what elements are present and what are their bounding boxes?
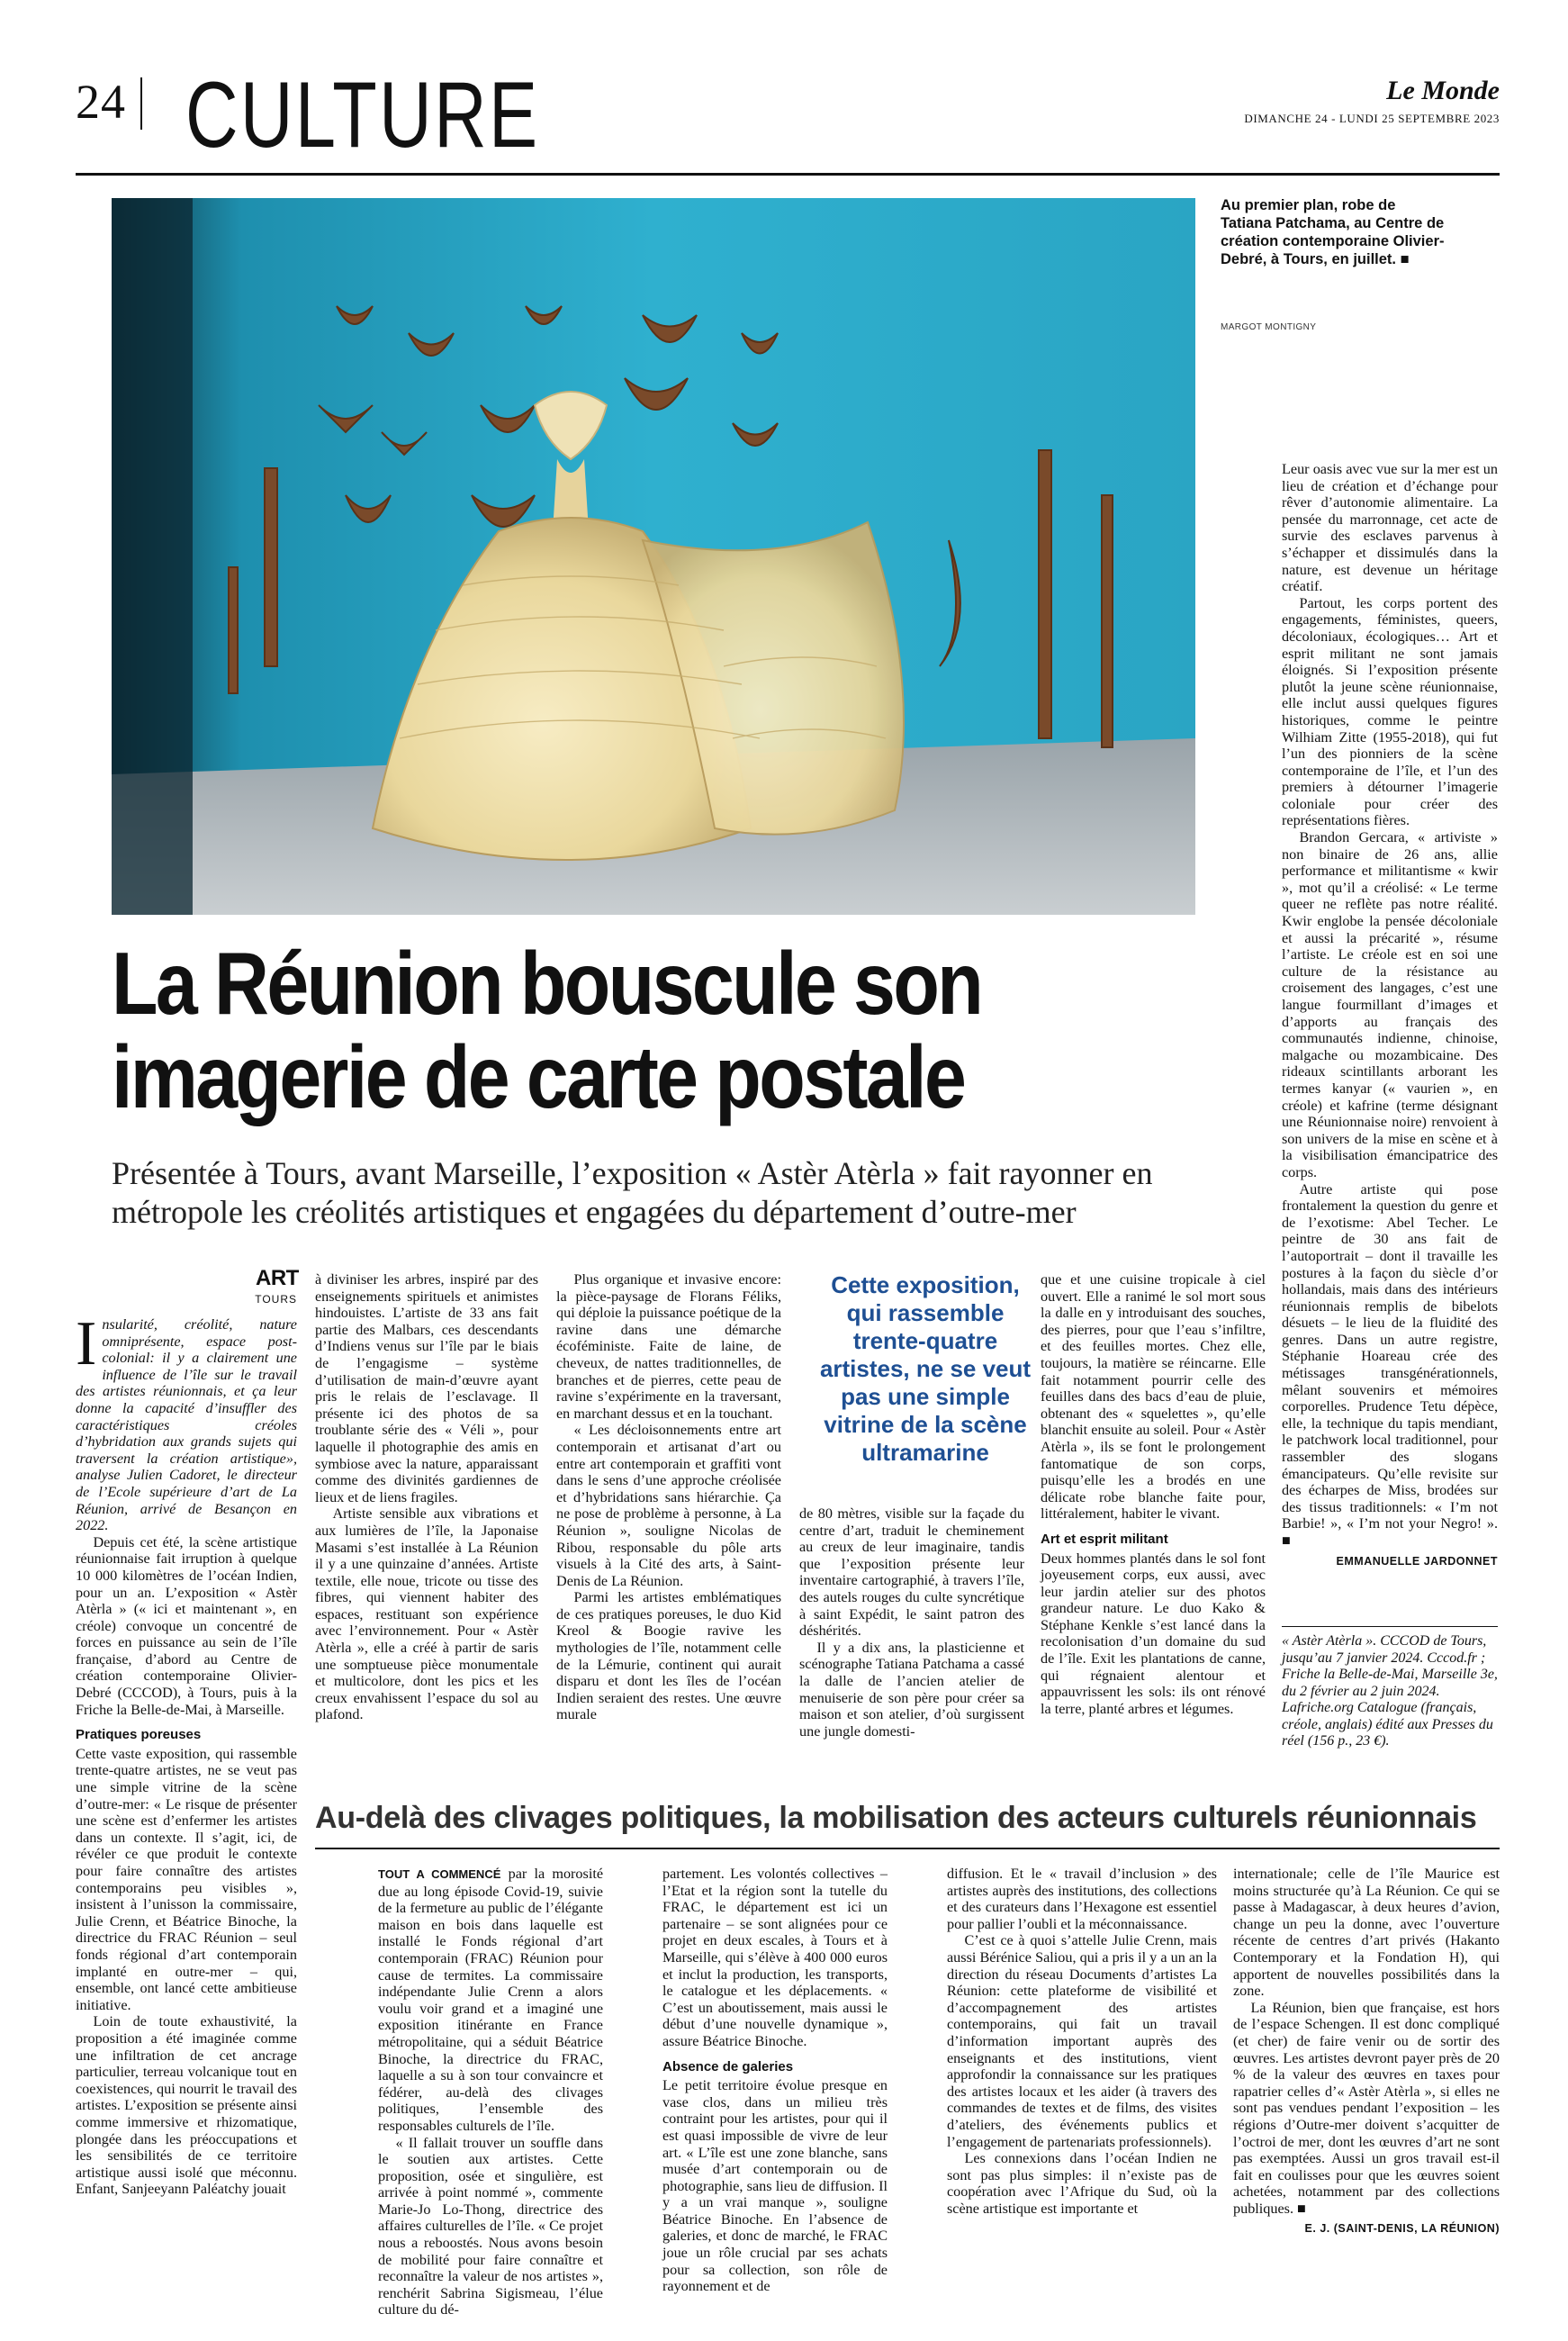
lead-paragraph: [76, 1309, 297, 1534]
sidebar-text: par la morosité due au long épisode Covid-19, suivie de la fermeture au public de l’élégante maison en bois dans laquelle est installé le Fonds régional d’art contemporain (FRAC) Réunion pour cause de termites. La commissaire indépendante Julie Crenn a alors voulu voir grand et a imaginé une exposition itinérante en France métropolitaine, qui a séduit Béatrice Binoche, la directrice du FRAC, laquelle a su à son tour convaincre et fédérer, au-delà des clivages politiques, l’ensemble des responsables culturels de l’île.: [378, 1866, 603, 2134]
paragraph: Le petit territoire évolue presque en vase clos, dans un milieu très contraint pour les artistes, pour qui il est quasi impossible de vivre de leur art. « L’île est une zone blanche, sans musée d’art contemporain ou de photographie, sans lieu de diffusion. Il y a un vrai manque », souligne Béatrice Binoche. En l’absence de galeries, et donc de marché, le FRAC joue un rôle crucial par ses achats pour sa collection, son rôle de rayonnement et de: [662, 2077, 888, 2295]
paragraph: Plus organique et invasive encore: la pièce-paysage de Florans Féliks, qui déploie la puissance poétique de la ravine dans une démarche écoféministe. Faite de laine, de cheveux, de nattes traditionnelles, de branches et de pierres, cette peau de ravine s’expérimente en la traversant, en marchant dessus et en la touchant.: [556, 1271, 781, 1422]
sidebar-column-3: [947, 1866, 1217, 2217]
paragraph: [378, 1866, 603, 2135]
pull-quote: Cette exposition, qui rassemble trente-quatre artistes, ne se veut pas une simple vitrine de la scène ultramarine: [819, 1271, 1032, 1466]
article-column-6: [1282, 461, 1498, 1569]
paragraph: Depuis cet été, la scène artistique réunionnaise fait irruption à quelque 10 000 kilomètres de l’océan Indien, pour un an. L’exposition « Astèr Atèrla » (« ici et maintenant », en créole) convoque un concentré de forces en puissance au sein de l’île française, d’abord au Centre de création contemporaine Olivier-Debré (CCCOD), à Tours, puis à la Friche la Belle-de-Mai, à Marseille.: [76, 1533, 297, 1718]
paragraph: Brandon Gercara, « artiviste » non binaire de 26 ans, allie performance et militantisme « kwir », mot qu’il a créolisé: « Le terme queer ne reflète pas notre réalité. Kwir englobe la pensée décoloniale et aussi la précarité », résume l’artiste. Le créole est en soi une culture de la résistance au croisement des langages, c’est une langue fourmillant d’images et d’apports au français des communautés indienne, chinoise, malgache ou mozambicaine. Des rideaux scintillants arborant les termes kanyar (« vaurien », en créole) et kafrine (terme désignant une Réunionnaise noire) renvoient à son univers de la mise en scène et à la visibilisation émancipatrice des corps.: [1282, 829, 1498, 1180]
headline: La Réunion bouscule son imagerie de carte postale: [112, 934, 982, 1126]
standfirst: Présentée à Tours, avant Marseille, l’exposition « Astèr Atèrla » fait rayonner en métropole les créolités artistiques et engagées du département d’outre-mer: [112, 1155, 1153, 1230]
paragraph: Autre artiste qui pose frontalement la question du genre et de l’exotisme: Abel Techer. Le peintre de 30 ans fait de l’autoportrait – dont il travaille les postures à la façon du siècle d’or hollandais, mais dans des intérieurs réunionnais remplis de bibelots désuets – le lieu de la fluidité des genres. Dans un autre registre, Stéphanie Hoareau crée des métissages transgénérationnels, mêlant souvenirs et mémoires corporelles. Prudence Tetu dépèce, elle, la technique du tapis mendiant, le patchwork local traditionnel, pour rassembler des slogans émancipateurs. Qu’elle revisite sur des écharpes de Miss, brodées sur des tissus traditionnels: « I’m not Barbie! », « I’m not your Negro! ». ■: [1282, 1180, 1498, 1549]
article-column-3: [556, 1271, 781, 1723]
paragraph: « Il fallait trouver un souffle dans le soutien aux artistes. Cette proposition, osée et singulière, est arrivée à point nommé », commente Marie-Jo Lo-Thong, directrice des affaires culturelles de l’île. « Ce projet nous a reboostés. Nous avons besoin de mobilité pour faire connaître et reconnaître la valeur de nos artistes », renchérit Sabrina Sigismeau, l’élue culture du dé-: [378, 2134, 603, 2318]
paragraph: Leur oasis avec vue sur la mer est un lieu de création et d’échange pour rêver d’autonomie alimentaire. La pensée du marronnage, cet acte de survie des esclaves parvenus à s’échapper et dissimulés dans la nature, est devenue un héritage créatif.: [1282, 461, 1498, 595]
paragraph: C’est ce à quoi s’attelle Julie Crenn, mais aussi Bérénice Saliou, qui a pris il y a un an la direction du réseau Documents d’artistes La Réunion: cette plateforme de visibilité et d’accompagnement des artistes contemporains, qui fait un travail d’information important auprès des enseignants et des institutions, vient approfondir la connaissance sur les pratiques des artistes locaux et les aider (à travers des commandes de textes et de films, des visites d’ateliers, des événements publics et l’engagement de partenariats professionnels).: [947, 1932, 1217, 2150]
issue-date: DIMANCHE 24 - LUNDI 25 SEPTEMBRE 2023: [1244, 112, 1500, 125]
sidebar-lead-in: TOUT A COMMENCÉ: [378, 1867, 501, 1881]
article-column-2: [315, 1271, 538, 1723]
sidebar-rule: [315, 1848, 1500, 1849]
paragraph: partement. Les volontés collectives – l’Etat et la région sont la tutelle du FRAC, le département est ici un partenaire – se sont alignées pour ce projet en deux escales, à Tours et à Marseille, qui s’élève à 400 000 euros et inclut la production, les transports, le catalogue et les déplacements. « C’est un aboutissement, mais aussi le début d’une nouvelle dynamique », assure Béatrice Binoche.: [662, 1866, 888, 2049]
paragraph: Les connexions dans l’océan Indien ne sont pas plus simples: il n’existe pas de coopération avec l’Afrique du Sud, où la scène artistique est importante et: [947, 2150, 1217, 2217]
sidebar-column-2: [662, 1866, 888, 2295]
photo-credit: MARGOT MONTIGNY: [1221, 322, 1317, 332]
article-column-1: [76, 1309, 297, 2198]
sidebar-signature: E. J. (SAINT-DENIS, LA RÉUNION): [1304, 2222, 1500, 2236]
paragraph: que et une cuisine tropicale à ciel ouvert. Elle a ranimé le sol mort sous la dalle en y introduisant des souches, des pierres, pour que l’eau s’infiltre, et des feuilles mortes. Chez elle, toujours, la matière se réincarne. Elle fait notamment pourrir celle des feuilles dans des bacs d’eau de pluie, obtenant des « squelettes », qu’elle blanchit ensuite au soleil. Pour « Astèr Atèrla », ils se font le prolongement fantomatique de son corps, puisqu’elle les a brodés en une délicate robe blanche faite pour, littéralement, habiter le vivant.: [1041, 1271, 1266, 1523]
info-divider: [1282, 1626, 1498, 1627]
lead-text: nsularité, créolité, nature omniprésente, espace post-colonial: il y a clairement une influence de l’île sur le travail des artistes réunionnais, et ça leur donne la capacité d’insuffler des caractéristiques créoles d’hybridation aux grands sujets qui traversent la création artistique», analyse Julien Cadoret, le directeur de l’Ecole supérieure d’art de La Réunion, arrivé de Besançon en 2022.: [76, 1316, 297, 1534]
paragraph: Cette vaste exposition, qui rassemble trente-quatre artistes, ne se veut pas une simple vitrine de la scène d’outre-mer: « Le risque de présenter une scène est d’enfermer les artistes dans un contexte. Il s’agit, ici, de révéler ce que produit le contexte pour faire connaître des artistes contemporains peu visibles », insistent à l’unisson la commissaire, Julie Crenn, et Béatrice Binoche, la directrice du FRAC Réunion – seul fonds régional d’art contemporain implanté en outre-mer – qui, ensemble, ont lancé cette ambitieuse initiative.: [76, 1745, 297, 2013]
paragraph: La Réunion, bien que française, est hors de l’espace Schengen. Il est donc compliqué (et cher) de faire venir ou de sortir des œuvres. Les artistes devront payer près de 20 % de la valeur des œuvres en taxes pour rapatrier celles d’« Astèr Atèrla », si elles ne sont pas vendues pendant l’exposition – les régions d’Outre-mer doivent s’acquitter de l’octroi de mer, dont les œuvres d’art ne sont pas exemptées. Aussi un gros travail est-il fait en coulisses pour que les œuvres soient achetées, notamment par des collections publiques. ■: [1233, 1999, 1500, 2217]
article-column-5: [1041, 1271, 1266, 1717]
article-column-4: [799, 1505, 1024, 1740]
paragraph: Loin de toute exhaustivité, la proposition a été imaginée comme une infiltration de cet ancrage particulier, terreau volcanique tout en coexistences, qui nourrit le travail des artistes. L’exposition se présente ainsi comme immersive et rhizomatique, plongée dans les préoccupations et les sensibilités de ce territoire artistique aussi isolé que méconnu. Enfant, Sanjeeyann Paléatchy jouait: [76, 2013, 297, 2198]
paragraph: « Les décloisonnements entre art contemporain et artisanat d’art ou entre art contemporain et graffiti vont dans le sens d’une approche créolisée et d’hybridations sans hiérarchie. Ça ne pose de problème à personne, à La Réunion », souligne Nicolas de Ribou, responsable du pôle arts visuels à la Cité des arts, à Saint-Denis de La Réunion.: [556, 1422, 781, 1589]
paragraph: à diviniser les arbres, inspiré par des enseignements spirituels et animistes hindouistes. L’artiste de 33 ans fait partie des Malbars, ces descendants d’Indiens venus sur l’île par le biais de l’engagisme – système d’utilisation de main-d’œuvre ayant pris le relais de l’esclavage. Il présente ici des photos de sa troublante série des « Véli », pour laquelle il photographie des amis en symbiose avec la nature, apparaissant comme des divinités gardiennes de lieux et de liens fragiles.: [315, 1271, 538, 1505]
section-title: CULTURE: [185, 63, 540, 167]
page-number: 24: [76, 75, 126, 129]
photo-caption: Au premier plan, robe de Tatiana Patchama, au Centre de création contemporaine Olivier-Debré, à Tours, en juillet. ■: [1221, 197, 1445, 267]
header-rule: [76, 173, 1500, 176]
rubric-location: TOURS: [255, 1293, 297, 1306]
sidebar-column-4: [1233, 1866, 1500, 2237]
page-number-divider: [140, 77, 142, 130]
exhibition-photo: [112, 198, 1195, 915]
subheading: Pratiques poreuses: [76, 1727, 202, 1743]
subheading: Absence de galeries: [662, 2058, 794, 2074]
paragraph: diffusion. Et le « travail d’inclusion » des artistes auprès des institutions, des collections et des curateurs dans l’Hexagone est essentiel pour pallier l’oubli et la méconnaissance.: [947, 1866, 1217, 1932]
author-signature: EMMANUELLE JARDONNET: [1336, 1554, 1498, 1568]
photo-illustration: [112, 198, 1195, 915]
rubric-label: ART: [256, 1266, 299, 1290]
paragraph: Artiste sensible aux vibrations et aux lumières de l’île, la Japonaise Masami s’est installée à La Réunion il y a une quinzaine d’années. Artiste textile, elle noue, tricote ou tisse des fibres, qui viennent habiter des espaces, restituant son expérience avec l’environnement. Pour « Astèr Atèrla », elle a créé à partir de saris une somptueuse pièce monumentale et multicolore, dont les pics et les creux envahissent l’espace du sol au plafond.: [315, 1505, 538, 1723]
subheading: Art et esprit militant: [1041, 1531, 1168, 1547]
dropcap: I: [76, 1309, 97, 1378]
sidebar-title: Au-delà des clivages politiques, la mobilisation des acteurs culturels réunionnais: [315, 1801, 1477, 1835]
paragraph: Partout, les corps portent des engagements, féministes, queers, décoloniaux, écologiques… Art et esprit militant ne sont jamais éloignés. Si l’exposition présente plutôt la jeune scène réunionnaise, elle inclut aussi quelques figures historiques, comme le peintre Wilhiam Zitte (1955-2018), qui fut l’un des pionniers de la scène contemporaine de l’île, et l’un des premiers à détourner l’imagerie coloniale pour créer des représentations fières.: [1282, 594, 1498, 829]
paragraph: Parmi les artistes emblématiques de ces pratiques poreuses, le duo Kid Kreol & Boogie ravive les mythologies de l’île, notamment celle de la Lémurie, continent qui aurait disparu et dont les îles de l’océan Indien seraient des restes. Une œuvre murale: [556, 1589, 781, 1723]
paragraph: de 80 mètres, visible sur la façade du centre d’art, traduit le cheminement au creux de leur imaginaire, tandis que l’exposition présente leur inventaire cartographié, à travers l’île, des autels rouges du culte syncrétique à saint Expédit, le saint patron des déshérités.: [799, 1505, 1024, 1640]
paragraph: Il y a dix ans, la plasticienne et scénographe Tatiana Patchama a cassé la dalle de l’ancien atelier de menuiserie de son père pour créer sa maison et son atelier, d’où surgissent une jungle domesti-: [799, 1639, 1024, 1740]
exhibition-info: « Astèr Atèrla ». CCCOD de Tours, jusqu’au 7 janvier 2024. Cccod.fr ; Friche la Belle-de-Mai, Marseille 3e, du 2 février au 2 juin 2024. Lafriche.org Catalogue (français, créole, anglais) édité aux Presses du réel (156 p., 23 €).: [1282, 1633, 1498, 1749]
paragraph: internationale; celle de l’île Maurice est moins structurée qu’à La Réunion. Ce qui se passe à Madagascar, à deux heures d’avion, change un peu la donne, avec l’ouverture récente de centres d’art privés (Hakanto Contemporary et la Fondation H), qui apportent de nouvelles possibilités dans la zone.: [1233, 1866, 1500, 2000]
newspaper-logo: Le Monde: [1386, 76, 1500, 105]
paragraph: Deux hommes plantés dans le sol font joyeusement corps, eux aussi, avec leur jardin atelier sur des photos grandeur nature. Le duo Kako & Stéphane Kenkle s’est lancé dans la recolonisation d’un domaine du sud de l’île. Exit les plantations de canne, qui régnaient alentour et appauvrissent les sols: ils ont rénové la terre, planté arbres et légumes.: [1041, 1550, 1266, 1717]
sidebar-column-1: [378, 1866, 603, 2318]
